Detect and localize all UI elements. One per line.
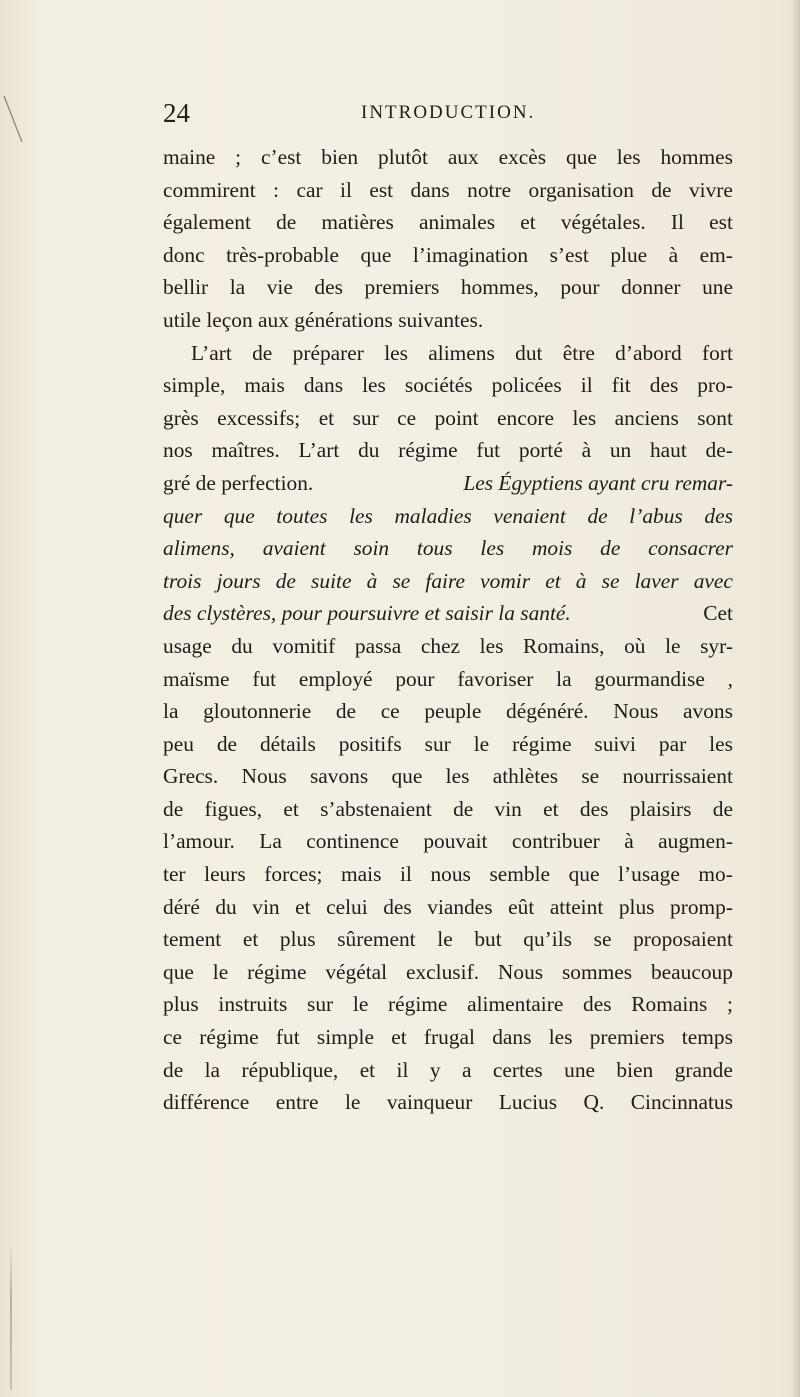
word: de [163, 796, 184, 821]
word: se [581, 764, 600, 789]
word: dans [492, 1025, 532, 1050]
word: athlètes [492, 764, 559, 789]
word: à [668, 242, 679, 267]
word: il [340, 177, 352, 202]
word: se [392, 568, 411, 593]
word: La [259, 829, 282, 854]
word: encore [497, 405, 555, 430]
word: L’art [191, 340, 232, 365]
word: et [318, 405, 335, 430]
word: régime [398, 438, 458, 463]
italic-text-segment: Les Égyptiens ayant cru remar- [463, 470, 733, 495]
word: et [359, 1057, 376, 1082]
word: sûrement [337, 927, 416, 952]
word: des [704, 503, 733, 528]
word: matières [321, 210, 394, 235]
word: avaient [262, 536, 326, 561]
running-head [163, 98, 733, 134]
word: nourrissaient [622, 764, 733, 789]
text-line [163, 206, 733, 239]
word: de [252, 340, 273, 365]
page-fold-line [10, 1240, 12, 1390]
word: excès [498, 145, 547, 169]
word: grande [674, 1057, 733, 1082]
word: les [548, 1025, 573, 1050]
word: et [520, 210, 536, 235]
word: Nous [613, 699, 659, 724]
word: haut [649, 438, 687, 463]
word: nos [163, 438, 193, 463]
word: il [400, 862, 412, 887]
word: premiers [589, 1025, 665, 1050]
text-line [163, 402, 733, 435]
text-line [163, 825, 733, 858]
word: fut [476, 438, 501, 463]
word: forces; [264, 862, 323, 887]
word: dans [303, 373, 344, 398]
text-line [163, 760, 733, 793]
word: plus [163, 992, 199, 1017]
word: un [609, 438, 632, 463]
word: et [283, 796, 299, 821]
word: végétales. [560, 210, 646, 235]
text-line [163, 663, 733, 696]
text-segment: Cet [703, 601, 733, 626]
word: commirent [163, 177, 256, 202]
word: venaient [493, 503, 566, 528]
word: plaisirs [629, 796, 692, 821]
italic-text-segment: des clystères, pour poursuivre et saisir la santé. [163, 601, 571, 626]
word: celui [326, 894, 368, 919]
word: de- [705, 438, 733, 463]
word: porté [518, 438, 563, 463]
word: plus [618, 894, 655, 919]
text-line [163, 891, 733, 924]
word: où [624, 633, 646, 658]
italic-text-line [163, 565, 733, 598]
word: et [242, 927, 259, 952]
word: que [163, 959, 194, 984]
word: les [362, 373, 386, 398]
word: très-probable [226, 242, 339, 267]
text-line [163, 1054, 733, 1087]
word: de [335, 699, 357, 724]
word: le [665, 633, 681, 658]
word: détails [259, 731, 316, 756]
word: laver [634, 568, 679, 593]
word: plue [610, 242, 648, 267]
word: Romains, [523, 633, 605, 658]
word: hommes [660, 145, 733, 169]
word: certes [492, 1057, 543, 1082]
word: le [344, 1090, 361, 1115]
word: anciens [614, 405, 679, 430]
word: mo- [698, 862, 733, 887]
text-line [163, 630, 733, 663]
word: mais [244, 373, 285, 398]
word: l’usage [618, 862, 680, 887]
word: s’est [549, 242, 589, 267]
word: une [702, 275, 733, 300]
word: que [566, 145, 597, 169]
word: des [579, 796, 609, 821]
word: il [396, 1057, 409, 1082]
word: pour [560, 275, 600, 300]
word: a [461, 1057, 472, 1082]
word: frugal [423, 1025, 475, 1050]
word: de [216, 731, 238, 756]
word: maine [163, 145, 216, 169]
word: maîtres. [211, 438, 280, 463]
word: des [649, 373, 679, 398]
word: vomitif [272, 633, 336, 658]
word: le [212, 959, 229, 984]
chapter-title: INTRODUCTION. [361, 102, 536, 123]
word: à [581, 438, 592, 463]
word: à [575, 568, 587, 593]
word: instruits [218, 992, 288, 1017]
word: et [391, 1025, 407, 1050]
margin-pencil-mark [0, 90, 30, 150]
word: Il [670, 210, 684, 235]
word: c’est [261, 145, 302, 169]
word: sur [352, 405, 379, 430]
word: augmen- [658, 829, 733, 854]
word: Cincinnatus [630, 1090, 733, 1115]
italic-text-line [163, 532, 733, 565]
word: viandes [427, 894, 493, 919]
body-text [163, 141, 733, 1119]
word: Q. [583, 1090, 605, 1115]
text-line [163, 239, 733, 272]
word: em- [699, 242, 733, 267]
word: organisation [528, 177, 634, 202]
word: maïsme [163, 666, 230, 691]
word: fit [611, 373, 631, 398]
word: à [624, 829, 634, 854]
text-line [163, 174, 733, 207]
text-line [163, 597, 733, 630]
text-line [163, 271, 733, 304]
word: les [616, 145, 641, 169]
word: est [369, 177, 394, 202]
word: d’abord [615, 340, 682, 365]
word: les [384, 340, 408, 365]
word: point [434, 405, 479, 430]
word: qu’ils [523, 927, 573, 952]
word: eût [508, 894, 535, 919]
word: peu [163, 731, 194, 756]
word: atteint [549, 894, 604, 919]
word: de [600, 536, 621, 561]
word: des [314, 275, 343, 300]
page-number: 24 [163, 98, 190, 128]
word: donner [621, 275, 681, 300]
word: préparer [292, 340, 364, 365]
word: de [276, 210, 297, 235]
word: l’imagination [412, 242, 529, 267]
word: une [564, 1057, 596, 1082]
word: l’amour. [163, 829, 235, 854]
word: du [231, 633, 253, 658]
word: l’abus [629, 503, 683, 528]
word: Lucius [498, 1090, 558, 1115]
word: est [709, 210, 733, 235]
word: aux [447, 145, 479, 169]
word: faire [425, 568, 466, 593]
word: Romains [631, 992, 708, 1017]
word: et [543, 796, 559, 821]
word: de [651, 177, 672, 202]
word: également [163, 210, 251, 235]
word: avec [693, 568, 733, 593]
word: sociétés [404, 373, 473, 398]
word: les [572, 405, 597, 430]
word: se [601, 568, 620, 593]
word: la [229, 275, 246, 300]
word: de [275, 568, 296, 593]
word: s’abstenaient [320, 796, 432, 821]
word: leurs [204, 862, 246, 887]
word: Nous [241, 764, 287, 789]
word: et [295, 894, 311, 919]
text-line [163, 923, 733, 956]
word: alimentaire [467, 992, 564, 1017]
word: que [360, 242, 392, 267]
word: le [473, 731, 490, 756]
text-line [163, 793, 733, 826]
word: ter [163, 862, 186, 887]
word: donc [163, 242, 205, 267]
word: bien [616, 1057, 654, 1082]
word: les [445, 764, 470, 789]
word: alimens [428, 340, 495, 365]
word: promp- [670, 894, 733, 919]
word: exclusif. [405, 959, 480, 984]
word: tement [163, 927, 222, 952]
word: ; [727, 992, 733, 1017]
word: dut [515, 340, 543, 365]
word: plus [279, 927, 316, 952]
text-segment: gré de perfection. [163, 470, 314, 495]
word: déré [163, 894, 200, 919]
word: gloutonnerie [203, 699, 312, 724]
word: employé [298, 666, 373, 691]
word: la [556, 666, 572, 691]
word: le [437, 927, 453, 952]
word: vie [266, 275, 293, 300]
word: y [429, 1057, 441, 1082]
word: les [480, 536, 505, 561]
word: que [391, 764, 423, 789]
word: de [453, 796, 474, 821]
word: que [223, 503, 255, 528]
word: mais [341, 862, 382, 887]
word: grès [163, 405, 199, 430]
word: Nous [497, 959, 544, 984]
word: consacrer [648, 536, 733, 561]
word: vainqueur [386, 1090, 473, 1115]
page-edge-shadow [792, 0, 800, 1397]
italic-text-line [163, 500, 733, 533]
word: de [587, 503, 608, 528]
word: quer [163, 503, 203, 528]
word: la [204, 1057, 221, 1082]
word: favoriser [457, 666, 534, 691]
word: des [383, 894, 412, 919]
word: contribuer [511, 829, 600, 854]
word: fut [275, 1025, 300, 1050]
word: sont [697, 405, 733, 430]
word: proposaient [633, 927, 733, 952]
word: , [727, 666, 733, 691]
word: république, [241, 1057, 339, 1082]
word: que [568, 862, 600, 887]
word: soin [353, 536, 390, 561]
word: beaucoup [650, 959, 733, 984]
word: L’art [298, 438, 340, 463]
word: mois [531, 536, 573, 561]
word: car [296, 177, 323, 202]
word: sur [424, 731, 451, 756]
text-line [163, 728, 733, 761]
word: et [545, 568, 561, 593]
text-line [163, 434, 733, 467]
word: dégénéré. [506, 699, 589, 724]
word: pro- [697, 373, 733, 398]
word: maladies [394, 503, 472, 528]
word: du [358, 438, 380, 463]
word: sur [307, 992, 334, 1017]
word: différence [163, 1090, 250, 1115]
word: les [349, 503, 373, 528]
word: à [366, 568, 378, 593]
word: ; [235, 145, 242, 169]
word: se [593, 927, 612, 952]
text-line [163, 695, 733, 728]
text-line [163, 467, 733, 500]
word: peuple [424, 699, 482, 724]
word: tous [416, 536, 453, 561]
word: régime [199, 1025, 259, 1050]
word: entre [275, 1090, 319, 1115]
word: semble [489, 862, 551, 887]
word: plutôt [378, 145, 428, 169]
word: régime [512, 731, 572, 756]
word: simple, [163, 373, 226, 398]
word: policées [491, 373, 562, 398]
word: vivre [688, 177, 733, 202]
word: ce [380, 699, 400, 724]
word: dans [410, 177, 450, 202]
text-line [163, 369, 733, 402]
word: régime [247, 959, 307, 984]
word: alimens, [163, 536, 235, 561]
word: passa [354, 633, 402, 658]
text-line [163, 956, 733, 989]
word: excessifs; [217, 405, 301, 430]
word: premiers [364, 275, 440, 300]
text-line [163, 988, 733, 1021]
word: continence [306, 829, 399, 854]
text-line [163, 337, 733, 370]
text-line [163, 1021, 733, 1054]
text-line [163, 141, 733, 174]
word: végétal [325, 959, 388, 984]
word: Grecs. [163, 764, 219, 789]
word: être [562, 340, 595, 365]
word: vin [252, 894, 280, 919]
word: suite [311, 568, 352, 593]
word: but [474, 927, 502, 952]
word: sommes [561, 959, 633, 984]
word: ce [163, 1025, 182, 1050]
word: : [273, 177, 280, 202]
word: notre [467, 177, 512, 202]
word: les [709, 731, 733, 756]
word: chez [420, 633, 461, 658]
word: animales [419, 210, 496, 235]
word: nous [430, 862, 471, 887]
word: fort [702, 340, 733, 365]
text-line [163, 1086, 733, 1119]
word: de [712, 796, 733, 821]
word: de [163, 1057, 184, 1082]
word: hommes, [460, 275, 539, 300]
word: trois [163, 568, 202, 593]
word: il [580, 373, 593, 398]
word: pour [395, 666, 435, 691]
word: syr- [700, 633, 733, 658]
word: les [479, 633, 504, 658]
word: savons [309, 764, 369, 789]
word: par [658, 731, 687, 756]
text-line [163, 858, 733, 891]
text-line: utile leçon aux générations suivantes. [163, 307, 484, 332]
word: jours [216, 568, 261, 593]
word: simple [316, 1025, 374, 1050]
word: bien [321, 145, 359, 169]
word: vomir [480, 568, 531, 593]
word: vin [494, 796, 522, 821]
word: le [352, 992, 369, 1017]
word: pouvait [423, 829, 488, 854]
word: avons [683, 699, 733, 724]
word: figues, [204, 796, 263, 821]
word: ce [397, 405, 417, 430]
word: usage [163, 633, 212, 658]
word: la [163, 699, 179, 724]
word: des [583, 992, 612, 1017]
word: gourmandise [594, 666, 705, 691]
word: temps [681, 1025, 733, 1050]
word: régime [388, 992, 448, 1017]
word: du [215, 894, 237, 919]
word: suivi [594, 731, 636, 756]
word: fut [252, 666, 277, 691]
word: bellir [163, 275, 209, 300]
word: toutes [276, 503, 328, 528]
word: positifs [338, 731, 402, 756]
